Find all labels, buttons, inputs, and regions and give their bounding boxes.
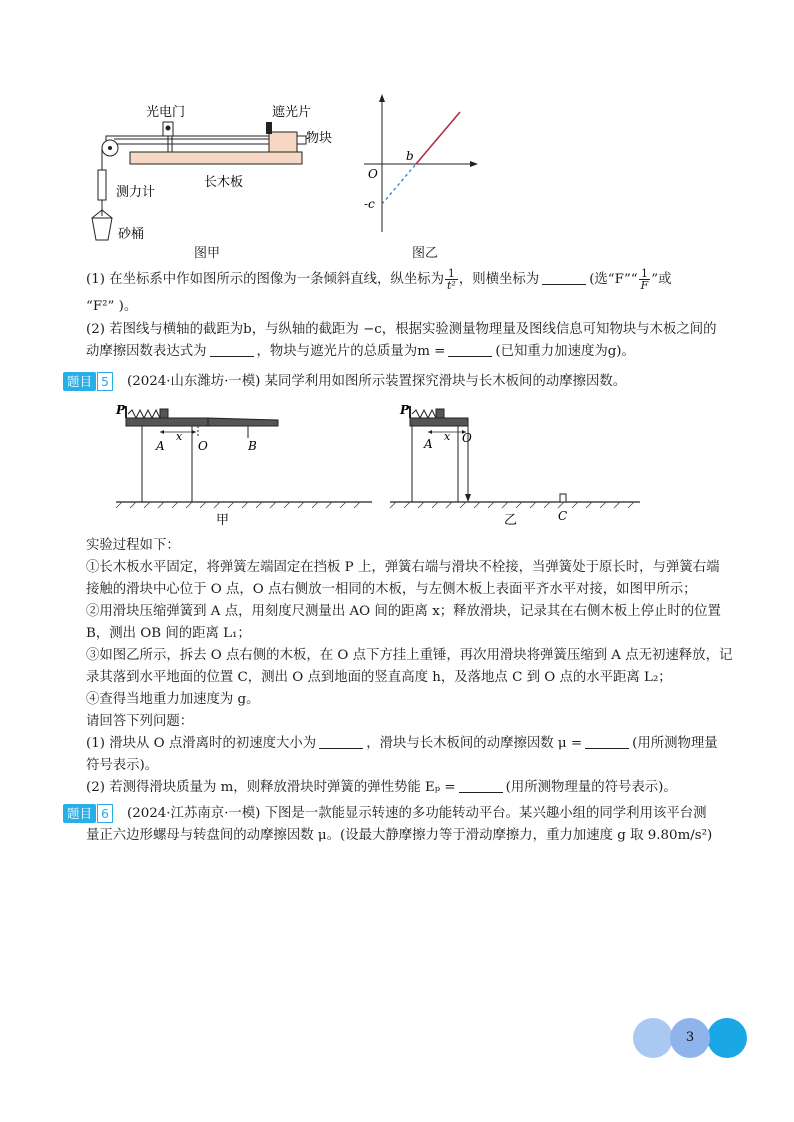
label-o: O xyxy=(462,431,472,445)
caption-jia: 图甲 xyxy=(194,246,221,261)
figure-apparatus-jia xyxy=(86,92,356,262)
label-board: 长木板 xyxy=(204,175,244,190)
answer-blank[interactable] xyxy=(585,734,629,749)
label-o: O xyxy=(198,439,208,453)
label-shutter: 遮光片 xyxy=(272,105,312,120)
label-neg-c: -c xyxy=(364,197,375,211)
apparatus-drawing-q5-yi xyxy=(390,406,640,508)
caption-yi: 图乙 xyxy=(412,246,439,261)
label-b-point: B xyxy=(248,439,257,453)
q5-intro: 实验过程如下： xyxy=(86,538,180,553)
label-x: x xyxy=(444,430,451,443)
q4-part2-line1: (2) 若图线与横轴的截距为b，与纵轴的截距为 −c，根据实验测量物理量及图线信息可知物块与木板之间的 xyxy=(86,322,717,337)
figure-q5-jia xyxy=(108,398,376,528)
label-b: b xyxy=(406,149,414,163)
answer-blank[interactable] xyxy=(448,342,492,357)
answer-blank[interactable] xyxy=(459,778,503,793)
figure-graph-yi xyxy=(360,92,490,242)
graph-dashed-line xyxy=(382,164,416,204)
label-force-meter: 测力计 xyxy=(116,185,156,200)
q4-part2-line2: 动摩擦因数表达式为 ，物块与遮光片的总质量为m = (已知重力加速度为g)。 xyxy=(86,344,635,359)
q5-step2-line2: B，测出 OB 间的距离 L₁； xyxy=(86,626,251,641)
question-tag-6: 题目 6 xyxy=(63,804,113,824)
q4-part1-line1: (1) 在坐标系中作如图所示的图像为一条倾斜直线，纵坐标为 $\frac{1}{\text{t²}}$ ，则横坐标为 (选“F”“ $\frac{1}{F}$ ”或 xyxy=(86,267,672,292)
label-p: P xyxy=(116,403,126,417)
q6-line1: (2024·江苏南京·一模) 下图是一款能显示转速的多功能转动平台。某兴趣小组的同学利用该平台测 xyxy=(127,806,707,821)
label-x: x xyxy=(176,430,183,443)
label-p: P xyxy=(400,403,410,417)
caption-q5-jia: 甲 xyxy=(216,513,230,528)
label-origin: O xyxy=(368,167,378,181)
fraction-1-over-f: $\frac{1}{F}$ xyxy=(640,267,649,292)
graph-solid-line xyxy=(416,112,460,164)
y-axis-arrow xyxy=(379,94,385,102)
page-badge-left-circle xyxy=(633,1018,673,1058)
q6-line2: 量正六边形螺母与转盘间的动摩擦因数 μ。(设最大静摩擦力等于滑动摩擦力，重力加速度 g 取 9.80m/s²) xyxy=(86,828,713,843)
q5-answer2: (2) 若测得滑块质量为 m，则释放滑块时弹簧的弹性势能 Eₚ = (用所测物理量的符号表示)。 xyxy=(86,780,677,795)
label-a: A xyxy=(156,439,165,453)
label-photogate: 光电门 xyxy=(146,105,186,120)
page-number: 3 xyxy=(685,1030,695,1045)
q5-step1-line1: ①长木板水平固定，将弹簧左端固定在挡板 P 上，弹簧右端与滑块不栓接，当弹簧处于原长时，与弹簧右端 xyxy=(86,560,720,575)
apparatus-drawing-q5-jia xyxy=(116,406,372,508)
q5-header: (2024·山东潍坊·一模) 某同学利用如图所示装置探究滑块与长木板间的动摩擦因数。 xyxy=(127,374,627,389)
label-block: 物块 xyxy=(306,131,333,146)
q5-step2-line1: ②用滑块压缩弹簧到 A 点，用刻度尺测量出 AO 间的距离 x；释放滑块，记录其在右侧木板上停止时的位置 xyxy=(86,604,721,619)
apparatus-drawing xyxy=(92,122,306,240)
q5-answer1-line1: (1) 滑块从 O 点滑离时的初速度大小为 ，滑块与长木板间的动摩擦因数 μ = (用所测物理量 xyxy=(86,736,718,751)
label-sand-bucket: 砂桶 xyxy=(118,227,145,242)
q5-step1-line2: 接触的滑块中心位于 O 点，O 点右侧放一相同的木板，与左侧木板上表面平齐水平对接，如图甲所示； xyxy=(86,582,697,597)
answer-blank[interactable] xyxy=(210,342,254,357)
q5-step3-line1: ③如图乙所示，拆去 O 点右侧的木板，在 O 点下方挂上重锤，再次用滑块将弹簧压缩到 A 点无初速释放，记 xyxy=(86,648,733,663)
answer-blank[interactable] xyxy=(542,270,586,285)
q5-step4: ④查得当地重力加速度为 g。 xyxy=(86,692,260,707)
q5-ask: 请回答下列问题： xyxy=(86,714,194,729)
figure-q5-yi xyxy=(382,398,644,528)
page-badge-right-circle xyxy=(707,1018,747,1058)
q5-step3-line2: 录其落到水平地面的位置 C，测出 O 点到地面的竖直高度 h，及落地点 C 到 O 点的水平距离 L₂； xyxy=(86,670,672,685)
fraction-1-over-t2: $\frac{1}{\text{t²}}$ xyxy=(447,267,456,292)
label-c: C xyxy=(558,509,568,523)
q4-part1-line2: “F²” )。 xyxy=(86,299,138,314)
label-a: A xyxy=(424,437,433,451)
question-tag-5: 题目 5 xyxy=(63,372,113,392)
q5-answer1-line2: 符号表示)。 xyxy=(86,758,159,773)
x-axis-arrow xyxy=(470,161,478,167)
answer-blank[interactable] xyxy=(319,734,363,749)
caption-q5-yi: 乙 xyxy=(504,513,518,528)
